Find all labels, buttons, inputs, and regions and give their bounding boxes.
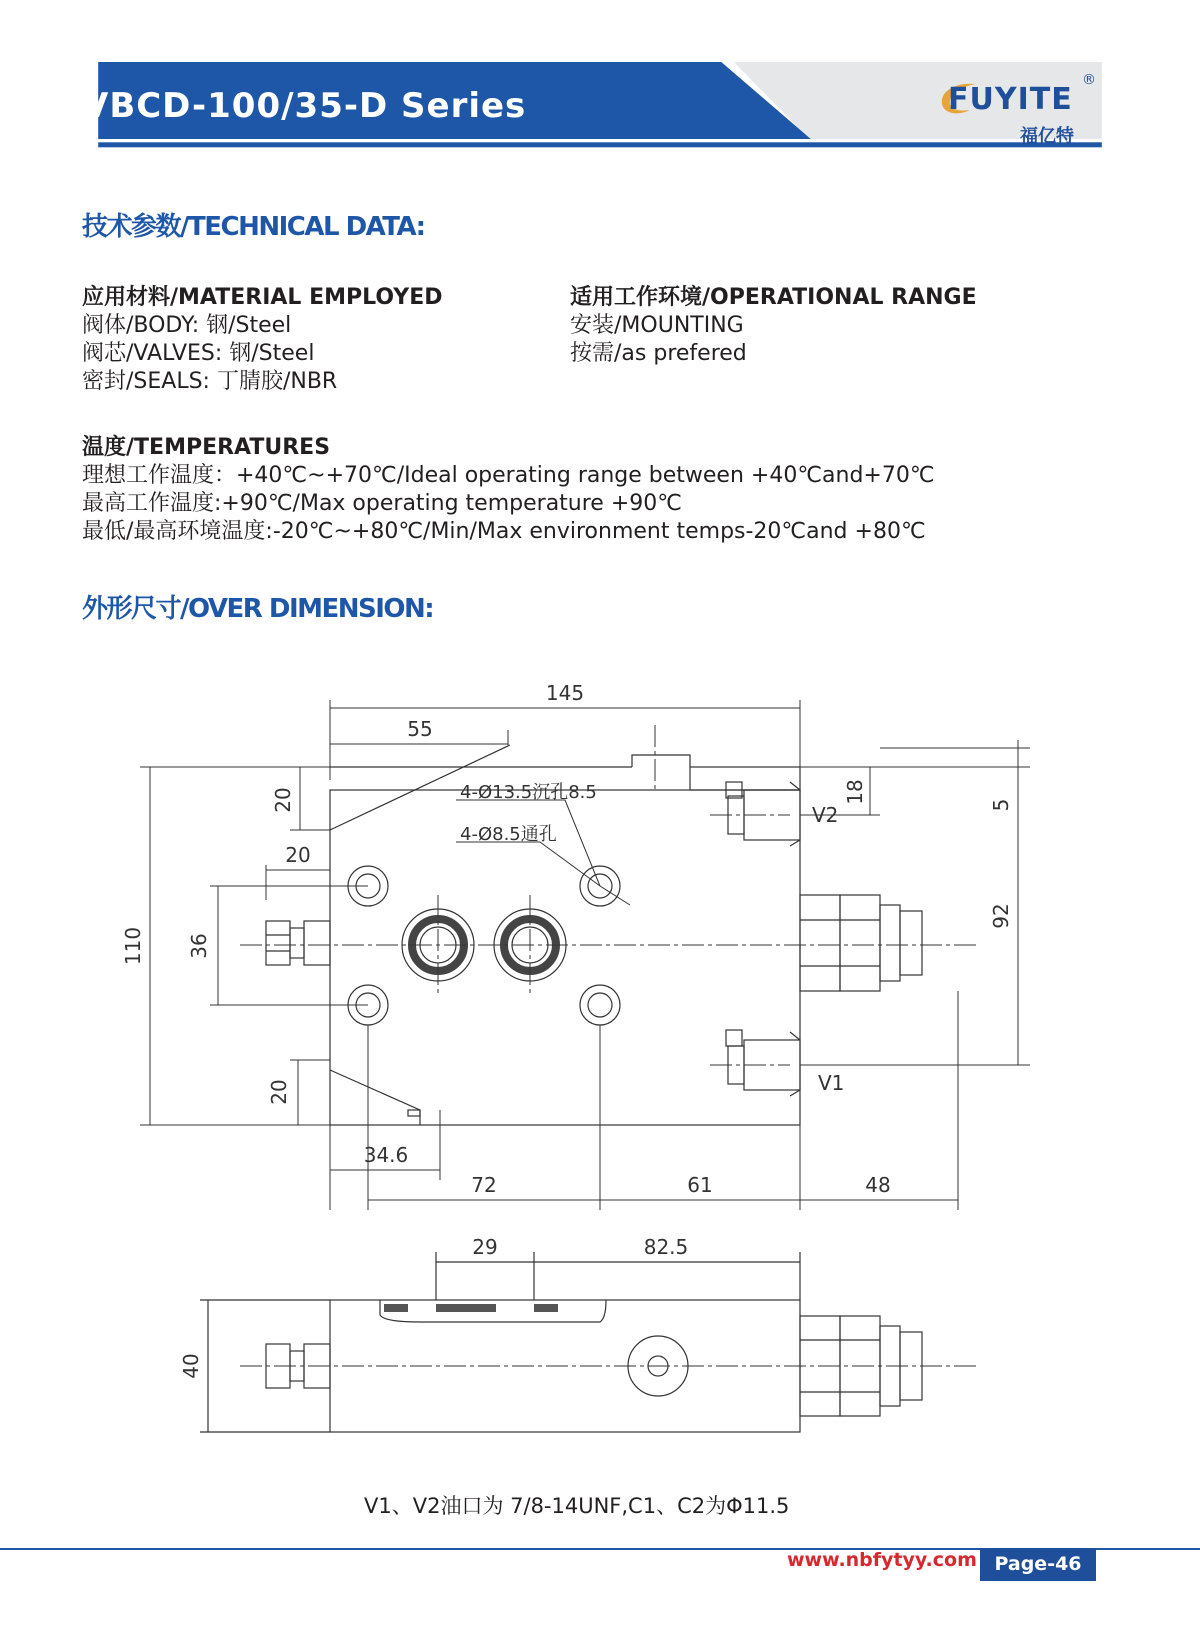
temperatures-title: 温度/TEMPERATURES xyxy=(82,435,331,460)
operational-preferred: 按需/as prefered xyxy=(570,341,747,366)
material-body: 阀体/BODY: 钢/Steel xyxy=(82,313,292,338)
dimension-heading: 外形尺寸/OVER DIMENSION: xyxy=(82,594,434,624)
dim-5: 5 xyxy=(989,798,1013,812)
dim-82-5: 82.5 xyxy=(643,1235,689,1259)
dim-61: 61 xyxy=(687,1173,713,1197)
dim-36: 36 xyxy=(187,933,211,959)
dim-145: 145 xyxy=(545,681,585,705)
footer-url[interactable]: www.nbfytyy.com xyxy=(787,1549,977,1571)
material-seals: 密封/SEALS: 丁腈胶/NBR xyxy=(82,369,338,394)
temperature-env: 最低/最高环境温度:-20℃~+80℃/Min/Max environment temps-20℃and +80℃ xyxy=(82,519,926,544)
material-title: 应用材料/MATERIAL EMPLOYED xyxy=(82,285,443,310)
technical-heading: 技术参数/TECHNICAL DATA: xyxy=(82,212,425,242)
dim-110: 110 xyxy=(121,926,145,966)
temperature-max: 最高工作温度:+90℃/Max operating temperature +90℃ xyxy=(82,491,682,516)
dim-29: 29 xyxy=(472,1235,498,1259)
dim-34-6: 34.6 xyxy=(363,1143,409,1167)
logo-wordmark: FUYITE xyxy=(948,82,1073,117)
operational-title: 适用工作环境/OPERATIONAL RANGE xyxy=(570,285,977,310)
port-v1-label: V1 xyxy=(818,1071,845,1095)
temperature-ideal: 理想工作温度：+40℃~+70℃/Ideal operating range between +40℃and+70℃ xyxy=(82,463,935,488)
logo-chinese: 福亿特 xyxy=(1020,126,1074,147)
dim-48: 48 xyxy=(865,1173,891,1197)
dimension-drawing xyxy=(0,660,1200,1540)
page-number-badge: Page-46 xyxy=(980,1548,1096,1581)
material-valves: 阀芯/VALVES: 钢/Steel xyxy=(82,341,315,366)
page-title: VBCD-100/35-D Series xyxy=(82,86,527,126)
dim-20-left: 20 xyxy=(285,843,311,867)
dim-20-top: 20 xyxy=(271,787,295,813)
dim-20-bottom: 20 xyxy=(267,1079,291,1105)
port-note: V1、V2油口为 7/8-14UNF,C1、C2为Φ11.5 xyxy=(364,1494,790,1518)
dim-40: 40 xyxy=(179,1353,203,1379)
port-v2-label: V2 xyxy=(812,803,839,827)
dim-92: 92 xyxy=(989,903,1013,929)
hole-callout-1: 4-Ø13.5沉孔8.5 xyxy=(460,782,597,803)
logo-registered: ® xyxy=(1082,72,1096,88)
dim-72: 72 xyxy=(471,1173,497,1197)
dim-55: 55 xyxy=(407,717,433,741)
operational-mounting: 安装/MOUNTING xyxy=(570,313,744,338)
hole-callout-2: 4-Ø8.5通孔 xyxy=(460,824,557,845)
dim-18: 18 xyxy=(843,779,867,805)
